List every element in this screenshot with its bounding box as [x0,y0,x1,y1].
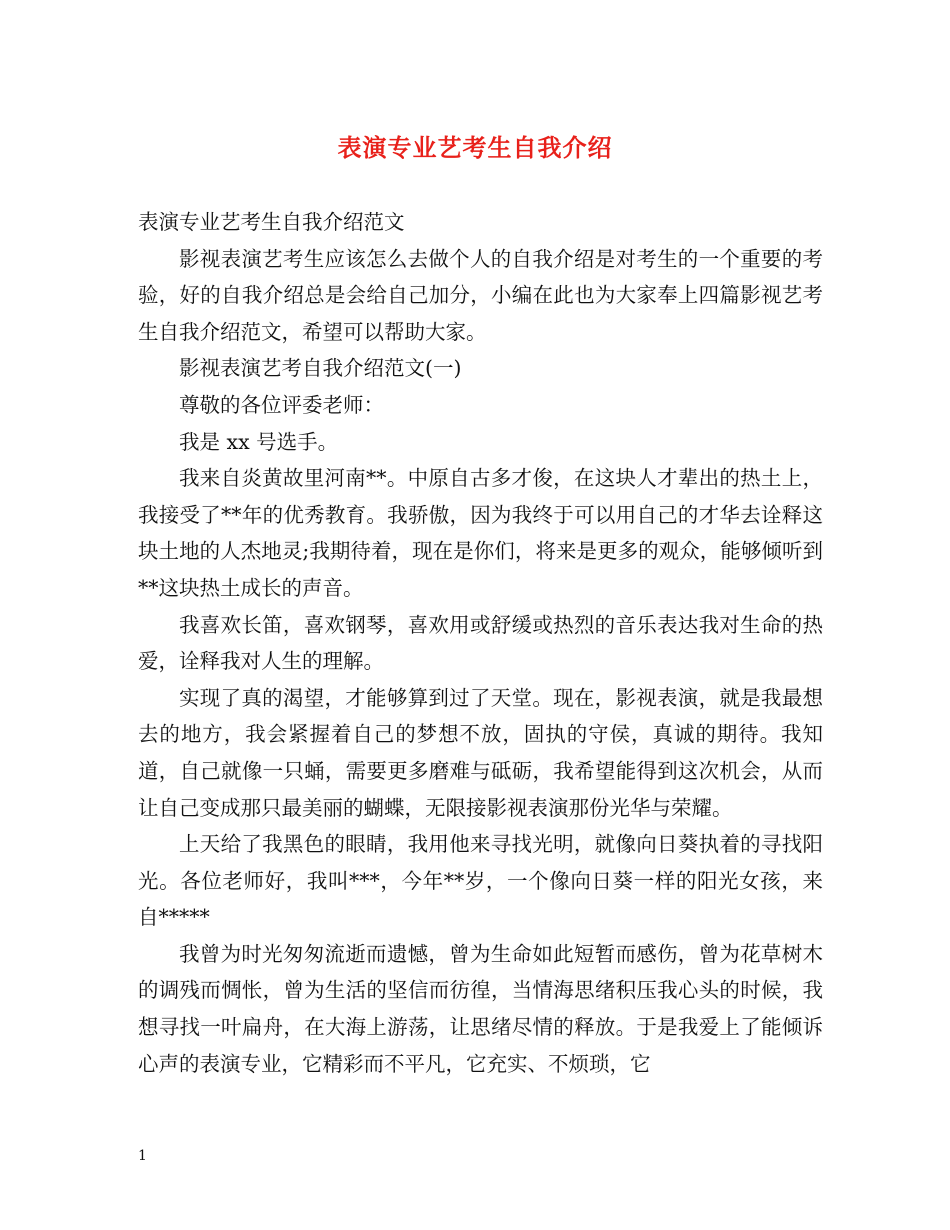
page-number: 1 [138,1148,147,1164]
body-paragraph: 影视表演艺考生应该怎么去做个人的自我介绍是对考生的一个重要的考验，好的自我介绍总是会给自己加分，小编在此也为大家奉上四篇影视艺考生自我介绍范文，希望可以帮助大家。 [138,246,823,344]
body-paragraph: 我曾为时光匆匆流逝而遗憾，曾为生命如此短暂而感伤，曾为花草树木的调残而惆怅，曾为生活的坚信而彷徨，当情海思绪积压我心头的时候，我想寻找一叶扁舟，在大海上游荡，让思绪尽情的释放。于是我爱上了能倾诉心声的表演专业，它精彩而不平凡，它充实、不烦琐，它 [138,941,823,1076]
body-paragraph: 尊敬的各位评委老师： [179,392,384,417]
body-paragraph: 上天给了我黑色的眼睛，我用他来寻找光明，就像向日葵执着的寻找阳光。各位老师好，我叫***，今年**岁，一个像向日葵一样的阳光女孩，来自***** [138,832,823,930]
body-paragraph: 我来自炎黄故里河南**。中原自古多才俊，在这块人才辈出的热土上，我接受了**年的优秀教育。我骄傲，因为我终于可以用自己的才华去诠释这块土地的人杰地灵;我期待着，现在是你们，将来是更多的观众，能够倾听到**这块热土成长的声音。 [138,466,823,600]
body-paragraph: 实现了真的渴望，才能够算到过了天堂。现在，影视表演，就是我最想去的地方，我会紧握着自己的梦想不放，固执的守侯，真诚的期待。我知道，自己就像一只蛹，需要更多磨难与砥砺，我希望能得到这次机会，从而让自己变成那只最美丽的蝴蝶，无限接影视表演那份光华与荣耀。 [138,685,823,820]
body-paragraph: 表演专业艺考生自我介绍范文 [138,210,405,234]
body-paragraph: 我是 xx 号选手。 [179,429,339,454]
document-title: 表演专业艺考生自我介绍 [337,133,613,162]
body-paragraph: 影视表演艺考自我介绍范文(一) [179,356,462,381]
body-paragraph: 我喜欢长笛，喜欢钢琴，喜欢用或舒缓或热烈的音乐表达我对生命的热爱，诠释我对人生的理解。 [138,612,823,674]
document-body [138,204,823,1082]
